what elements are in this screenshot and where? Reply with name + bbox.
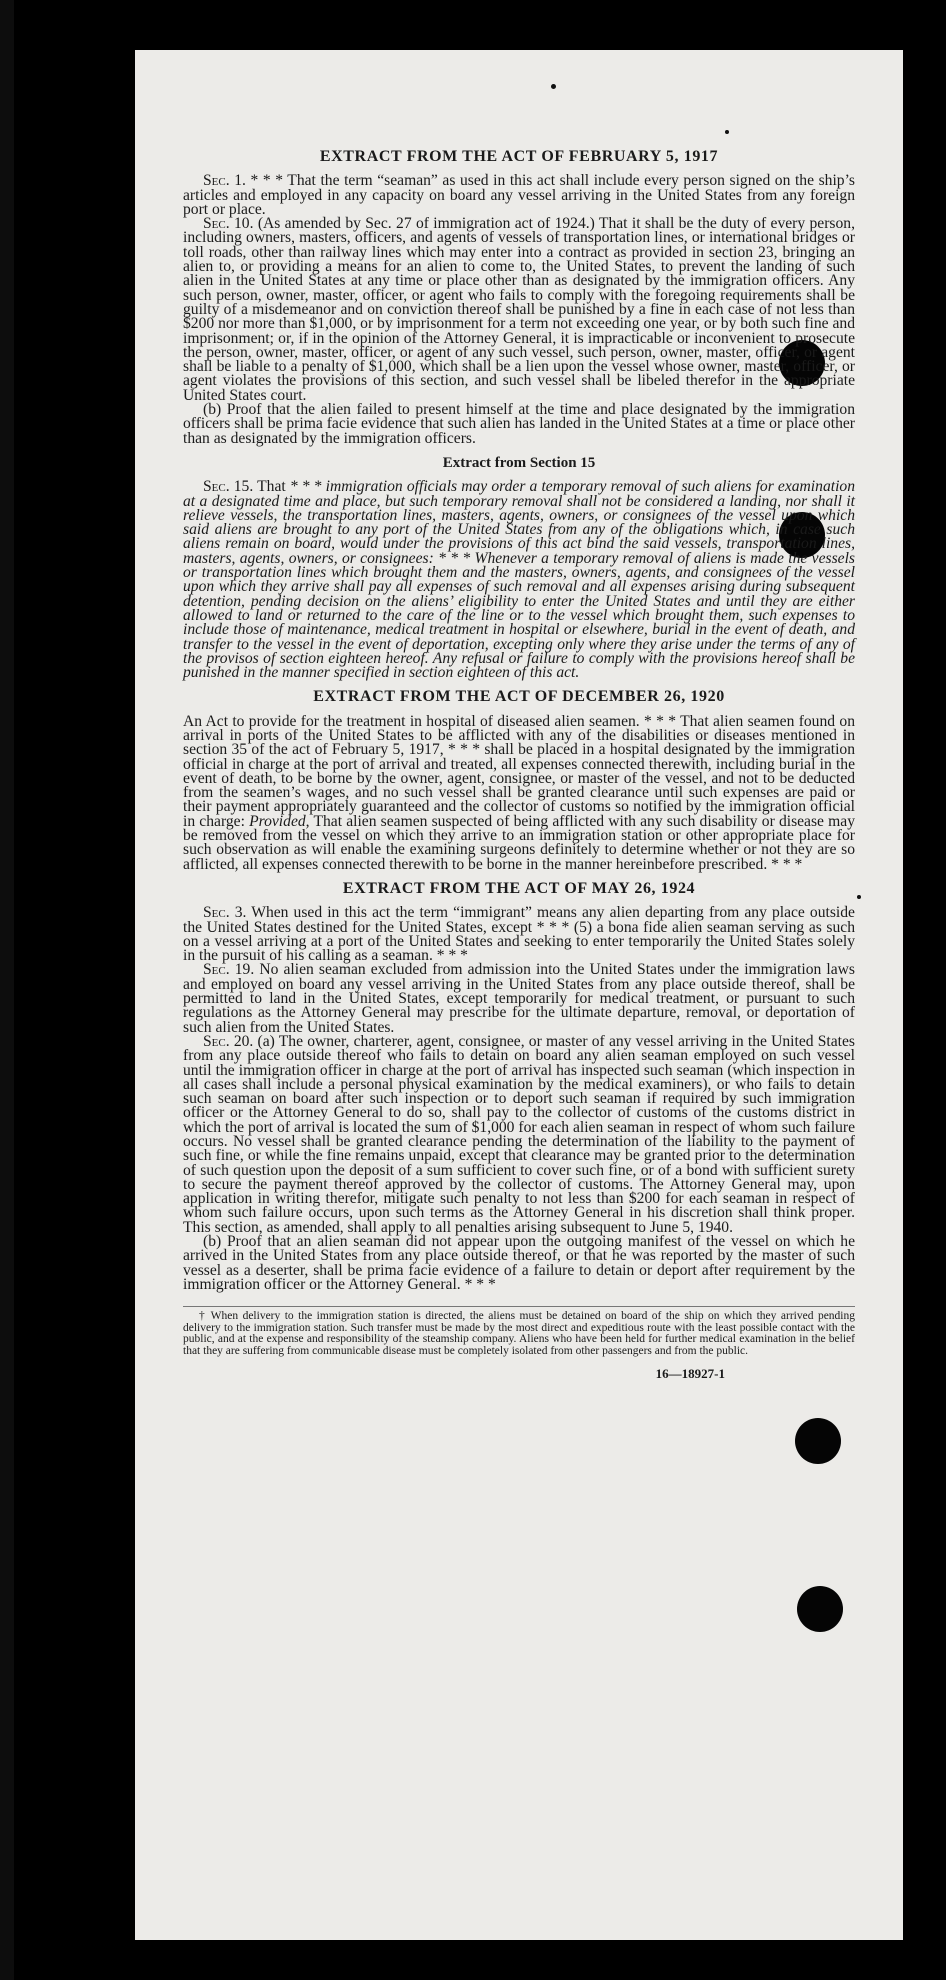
section-label: Sec. 10. bbox=[203, 215, 254, 233]
section-text: An Act to provide for the treatment in hospital of diseased alien seamen. * * * That alien seamen found on arrival in ports of the United States to be afflicted with any of the disabilities or diseases mentioned in section 35 of the act of February 5, 1917, * * * shall be placed in a hospital designated by the immigration official in charge at the port of arrival and treated, all expenses connected therewith, including burial in the event of death, to be borne by the owner, agent, consignee, or master of the vessel, and not to be deducted from the seamen’s wages, and no such vessel shall be granted clearance until such expenses are paid or their payment appropriately guaranteed and the collector of customs so notified by the immigration official in charge: bbox=[183, 712, 855, 830]
heading-act-1920: EXTRACT FROM THE ACT OF DECEMBER 26, 1920 bbox=[313, 688, 725, 706]
section-text: * * * That the term “seaman” as used in this act shall include every person signed on the ship’s articles and employed in any capacity on board any vessel arriving in the United States from any foreign port or place. bbox=[183, 172, 855, 218]
section-text: (a) The owner, charterer, agent, consignee, or master of any vessel arriving in the United States from any place outside thereof who fails to detain on board any alien seaman employed on such vessel until the immigration officer in charge at the port of arrival has inspected such seaman (which inspection in all cases shall include a personal physical examination by the medical examiners), or who fails to detain such seaman on board after such inspection or to deport such seaman if required by such immigration officer or the Attorney General to do so, shall pay to the collector of customs of the customs district in which the port of arrival is located the sum of $1,000 for each alien seaman in respect of whom such failure occurs. No vessel shall be granted clearance pending the determination of the liability to the payment of such fine, or while the fine remains unpaid, except that clearance may be granted prior to the determination of such question upon the deposit of a sum sufficient to cover such fine, or of a bond with sufficient surety to secure the payment thereof approved by the collector of customs. The Attorney General may, upon application in writing therefor, mitigate such penalty to not less than $200 for each seaman in respect of whom such failure occurs, upon such terms as the Attorney General in his discretion shall think proper. This section, as amended, shall apply to all penalties arising subsequent to June 5, 1940. bbox=[183, 1032, 855, 1236]
section-text: (As amended by Sec. 27 of immigration act of 1924.) That it shall be the duty of every person, including owners, masters, officers, and agents of vessels of transportation lines, or international bridges or toll roads, other than railway lines which may enter into a contract as provided in section 23, bringing an alien to, or providing a means for an alien to come to, the United States, to prevent the landing of such alien in the United States at any time or place other than as designated by the immigration officers. Any such person, owner, master, officer, or agent who fails to comply with the foregoing requirements shall be guilty of a misdemeanor and on conviction thereof shall be punished by a fine in each case of not less than $200 nor more than $1,000, or by imprisonment for a term not exceeding one year, or by both such fine and imprisonment; or, if in the opinion of the Attorney General, it is impracticable or inconvenient to prosecute the person, owner, master, officer, or agent of any such vessel, such person, owner, master, officer, or agent shall be liable to a penalty of $1,000, which shall be a lien upon the vessel whose owner, master, officer, or agent violates the provisions of this section, and such vessel shall be libeled therefor in the appropriate United States court. bbox=[183, 215, 855, 404]
section-text: That alien seamen suspected of being afflicted with any such disability or disease may be removed from the vessel on which they arrive to an immigration station or other appropriate place for such observation as will enable the examining surgeons definitely to determine whether or not they are so afflicted, all expenses connected therewith to be borne in the manner hereinbefore prescribed. * * * bbox=[183, 812, 855, 873]
section-10 bbox=[183, 217, 855, 403]
document-page bbox=[135, 50, 903, 1940]
document-body bbox=[183, 150, 855, 1382]
section-text-italic: * * * immigration officials may order a temporary removal of such aliens for examination at a designated time and place, but such temporary removal shall not be considered a landing, nor shall it relieve vessels, the transportation lines, masters, agents, owners, or consignees of the vessel upon which said aliens are brought to any port of the United States from any of the obligations which, in case such aliens remain on board, would under the provisions of this act bind the said vessels, transportation lines, masters, agents, owners, or consignees: * * * Whenever a temporary removal of aliens is made the vessels or transportation lines which brought them and the masters, owners, agents, and consignees of the vessel upon which they arrive shall pay all expenses of such removal and all expenses arising during subsequent detention, pending decision on the aliens’ eligibility to enter the United States and until they are either allowed to land or returned to the care of the line or to the vessel which brought them, such expenses to include those of maintenance, medical treatment in hospital or elsewhere, burial in the event of death, and transfer to the vessel in the event of deportation, excepting only where they arise under the terms of any of the provisos of section eighteen hereof. Any refusal or failure to comply with the provisions hereof shall be punished in the manner specified in section eighteen of this act. bbox=[183, 478, 855, 682]
section-label: Sec. 20. bbox=[203, 1032, 254, 1050]
section-20-b: (b) Proof that an alien seaman did not appear upon the outgoing manifest of the vessel on which he arrived in the United States from any place outside thereof, or that he was reported by the master of such vessel as a deserter, shall be prima facie evidence of a failure to detain or deport after requirement by the immigration officer or the Attorney General. * * * bbox=[183, 1233, 855, 1293]
section-label: Sec. 15. bbox=[203, 478, 254, 496]
proviso: Provided, bbox=[249, 812, 310, 830]
speck bbox=[857, 895, 861, 899]
section-text: When used in this act the term “immigrant” means any alien departing from any place outside the United States destined for the United States, except * * * (5) a bona fide alien seaman serving as such on a vessel arriving at a port of the United States and seeking to enter temporarily the United States solely in the pursuit of his calling as a seaman. * * * bbox=[183, 904, 855, 965]
speck bbox=[551, 84, 556, 89]
footnote: † When delivery to the immigration station is directed, the aliens must be detained on board of the ship on which they arrived pending delivery to the immigration station. Such transfer must be made by the most direct and expeditious route with the least possible contact with the public, and at the expense and responsibility of the steamship company. Aliens who have been held for further medical examination in the belief that they are suffering from communicable disease must be completely isolated from other passengers and from the public. bbox=[183, 1306, 855, 1357]
punch-hole bbox=[797, 1586, 843, 1632]
section-10-b: (b) Proof that the alien failed to present himself at the time and place designated by the immigration officers shall be prima facie evidence that such alien has landed in the United States at a time or place other than as designated by the immigration officers. bbox=[183, 401, 855, 447]
section-label: Sec. 3. bbox=[203, 904, 247, 922]
section-text: That bbox=[253, 478, 290, 496]
section-label: Sec. 19. bbox=[203, 961, 255, 979]
section-19 bbox=[183, 963, 855, 1034]
heading-act-1924: EXTRACT FROM THE ACT OF MAY 26, 1924 bbox=[342, 879, 696, 897]
section-label: Sec. 1. bbox=[203, 172, 246, 190]
subheading-section-15: Extract from Section 15 bbox=[442, 454, 596, 471]
document-number: 16—18927-1 bbox=[655, 1366, 725, 1382]
section-20 bbox=[183, 1032, 855, 1236]
punch-hole bbox=[795, 1418, 841, 1464]
section-15 bbox=[183, 480, 855, 680]
section-text: No alien seaman excluded from admission into the United States under the immigration laws and employed on board any vessel arriving in the United States from any place outside thereof, shall be permitted to land in the United States, except temporarily for medical treatment, or pursuant to such regulations as the Attorney General may prescribe for the ultimate departure, removal, or deportation of such alien from the United States. bbox=[183, 961, 855, 1036]
speck bbox=[725, 130, 729, 134]
heading-act-1917: EXTRACT FROM THE ACT OF FEBRUARY 5, 1917 bbox=[319, 148, 719, 165]
act-1920-text bbox=[183, 712, 855, 873]
section-1 bbox=[183, 174, 855, 217]
scan-border bbox=[0, 0, 14, 1980]
section-3 bbox=[183, 906, 855, 963]
